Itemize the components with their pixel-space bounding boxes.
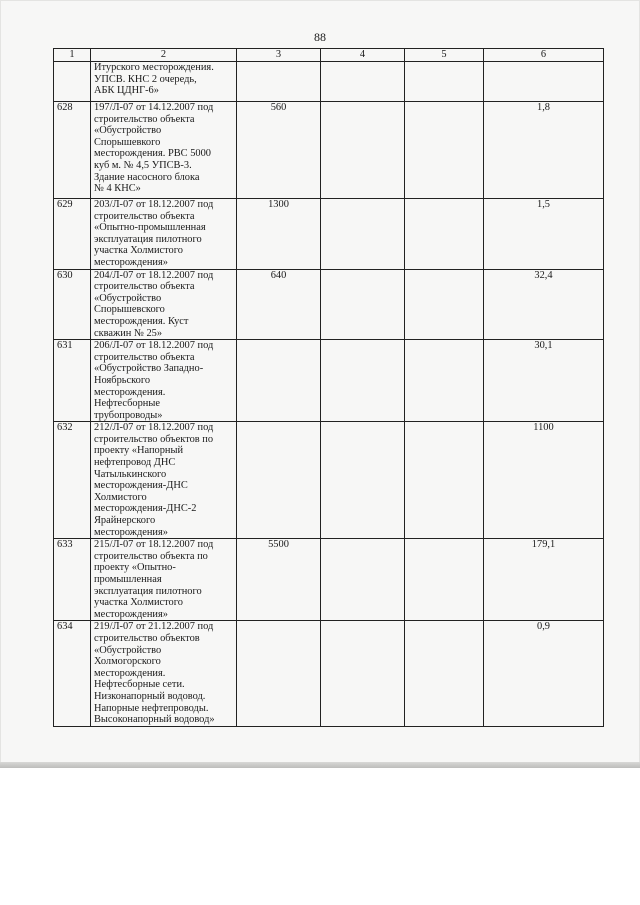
description-cell: 204/Л-07 от 18.12.2007 под строительство объекта «Обустройство Спорышевского месторождения. Куст скважин № 25»	[91, 269, 237, 340]
table-header-row	[54, 49, 604, 62]
description-cell: 197/Л-07 от 14.12.2007 под строительство объекта «Обустройство Спорышевкого месторождения. РВС 5000 куб м. № 4,5 УПСВ-3. Здание насосного блока № 4 КНС»	[91, 102, 237, 199]
column-5-cell	[405, 539, 484, 621]
column-5-cell	[405, 199, 484, 270]
column-6-cell: 0,9	[484, 621, 604, 726]
column-4-cell	[321, 199, 405, 270]
column-header: 2	[91, 49, 237, 62]
description-cell: 212/Л-07 от 18.12.2007 под строительство объектов по проекту «Напорный нефтепровод ДНС Чатылькинского месторождения-ДНС Холмистого месторождения-ДНС-2 Ярайнерского месторождения»	[91, 422, 237, 539]
column-3-cell: 1300	[237, 199, 321, 270]
row-number-cell: 630	[54, 269, 91, 340]
column-6-cell	[484, 62, 604, 102]
description-cell: Итурского месторождения. УПСВ. КНС 2 очередь, АБК ЦДНГ-6»	[91, 62, 237, 102]
row-number-cell	[54, 62, 91, 102]
document-table	[53, 48, 604, 727]
column-4-cell	[321, 422, 405, 539]
column-4-cell	[321, 539, 405, 621]
column-6-cell: 179,1	[484, 539, 604, 621]
column-header: 5	[405, 49, 484, 62]
column-3-cell	[237, 62, 321, 102]
row-number-cell: 628	[54, 102, 91, 199]
description-cell: 206/Л-07 от 18.12.2007 под строительство объекта «Обустройство Западно- Ноябрьского месторождения. Нефтесборные трубопроводы»	[91, 340, 237, 422]
column-3-cell	[237, 621, 321, 726]
table-row	[54, 422, 604, 539]
column-5-cell	[405, 621, 484, 726]
row-number-cell: 632	[54, 422, 91, 539]
column-6-cell: 1,5	[484, 199, 604, 270]
row-number-cell: 629	[54, 199, 91, 270]
description-cell: 215/Л-07 от 18.12.2007 под строительство объекта по проекту «Опытно- промышленная эксплуатация пилотного участка Холмистого месторождения»	[91, 539, 237, 621]
row-number-cell: 631	[54, 340, 91, 422]
row-number-cell: 633	[54, 539, 91, 621]
column-5-cell	[405, 340, 484, 422]
column-5-cell	[405, 62, 484, 102]
column-6-cell: 1,8	[484, 102, 604, 199]
column-6-cell: 32,4	[484, 269, 604, 340]
table-row	[54, 62, 604, 102]
table-row	[54, 621, 604, 726]
column-6-cell: 30,1	[484, 340, 604, 422]
column-header: 1	[54, 49, 91, 62]
table-row	[54, 269, 604, 340]
column-4-cell	[321, 621, 405, 726]
column-header: 6	[484, 49, 604, 62]
column-3-cell: 560	[237, 102, 321, 199]
description-cell: 219/Л-07 от 21.12.2007 под строительство объектов «Обустройство Холмогорского месторождения. Нефтесборные сети. Низконапорный водовод. Напорные нефтепроводы. Высоконапорный водовод»	[91, 621, 237, 726]
column-3-cell	[237, 422, 321, 539]
column-4-cell	[321, 340, 405, 422]
column-6-cell: 1100	[484, 422, 604, 539]
row-number-cell: 634	[54, 621, 91, 726]
column-4-cell	[321, 102, 405, 199]
table-row	[54, 199, 604, 270]
column-5-cell	[405, 269, 484, 340]
table-row	[54, 340, 604, 422]
column-5-cell	[405, 422, 484, 539]
column-header: 3	[237, 49, 321, 62]
column-3-cell	[237, 340, 321, 422]
column-4-cell	[321, 62, 405, 102]
column-3-cell: 5500	[237, 539, 321, 621]
page-number: 88	[314, 30, 326, 44]
column-5-cell	[405, 102, 484, 199]
description-cell: 203/Л-07 от 18.12.2007 под строительство объекта «Опытно-промышленная эксплуатация пилотного участка Холмистого месторождения»	[91, 199, 237, 270]
table-row	[54, 539, 604, 621]
table-row	[54, 102, 604, 199]
column-4-cell	[321, 269, 405, 340]
column-3-cell: 640	[237, 269, 321, 340]
column-header: 4	[321, 49, 405, 62]
